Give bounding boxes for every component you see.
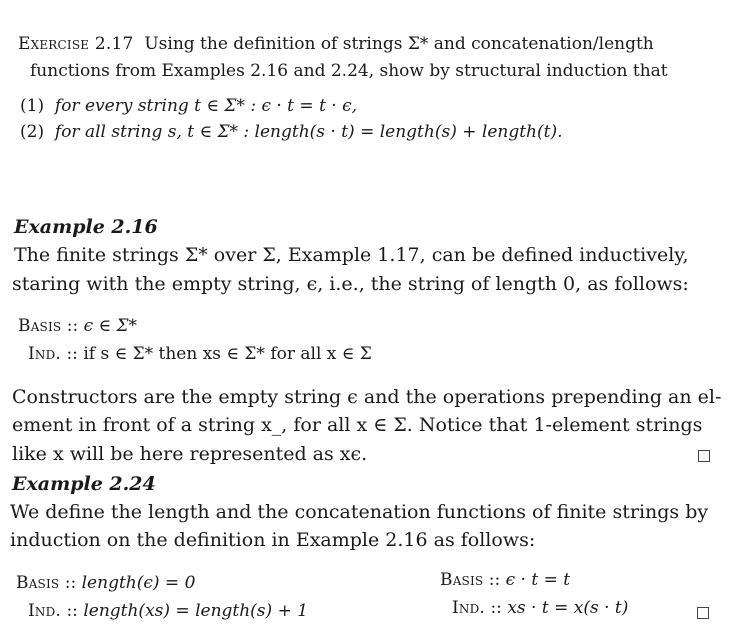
basis-label: Basis <box>16 573 60 593</box>
concat-induction-formula: xs · t = x(s · t) <box>507 598 629 618</box>
exercise-label: Exercise 2.17 <box>18 34 134 54</box>
rule-separator: :: <box>66 344 78 364</box>
example-224-para-line1: We define the length and the concatenation functions of finite strings by <box>10 501 709 523</box>
item-number: (2) <box>20 122 45 142</box>
rule-separator: :: <box>66 316 79 336</box>
rule-separator: :: <box>490 598 502 618</box>
exercise-item-2 <box>20 122 563 142</box>
item-text: for every string t ∈ Σ* : ϵ · t = t · ϵ, <box>54 96 358 116</box>
length-basis-formula: length(ϵ) = 0 <box>81 573 196 593</box>
example-216-basis-rule <box>18 316 137 336</box>
exercise-heading-line <box>18 34 654 54</box>
induction-label: Ind. <box>452 598 486 618</box>
induction-formula: if s ∈ Σ* then xs ∈ Σ* for all x ∈ Σ <box>83 344 372 364</box>
rule-separator: :: <box>64 573 77 593</box>
basis-formula: ϵ ∈ Σ* <box>83 316 138 336</box>
length-basis-rule <box>16 573 195 593</box>
example-216-para1-line1: The finite strings Σ* over Σ, Example 1.17, can be defined inductively, <box>14 244 689 266</box>
exercise-item-1 <box>20 96 357 116</box>
item-number: (1) <box>20 96 45 116</box>
example-216-para2-line2: ement in front of a string x_, for all x ∈ Σ. Notice that 1-element strings <box>12 414 703 436</box>
example-216-induction-rule <box>28 344 372 364</box>
basis-label: Basis <box>18 316 62 336</box>
basis-label: Basis <box>440 570 484 590</box>
exercise-text-line1: Using the definition of strings Σ* and concatenation/length <box>144 34 654 54</box>
concat-basis-formula: ϵ · t = t <box>505 570 571 590</box>
rule-separator: :: <box>66 601 78 621</box>
induction-label: Ind. <box>28 601 62 621</box>
qed-box-icon <box>698 447 710 466</box>
qed-box-icon <box>697 604 709 623</box>
example-216-para2-line1: Constructors are the empty string ϵ and the operations prepending an el- <box>12 386 722 408</box>
exercise-text-line2: functions from Examples 2.16 and 2.24, show by structural induction that <box>30 61 668 81</box>
induction-label: Ind. <box>28 344 62 364</box>
concat-basis-rule <box>440 570 570 590</box>
example-216-para1-line2: staring with the empty string, ϵ, i.e., the string of length 0, as follows: <box>12 273 689 295</box>
length-induction-rule <box>28 601 308 621</box>
example-224-title: Example 2.24 <box>12 473 156 495</box>
example-224-para-line2: induction on the definition in Example 2.16 as follows: <box>10 529 536 551</box>
length-induction-formula: length(xs) = length(s) + 1 <box>83 601 309 621</box>
concat-induction-rule <box>452 598 628 618</box>
rule-separator: :: <box>488 570 501 590</box>
example-216-para2-line3: like x will be here represented as xϵ. <box>12 443 368 465</box>
example-216-title: Example 2.16 <box>14 216 158 238</box>
item-text: for all string s, t ∈ Σ* : length(s · t) = length(s) + length(t). <box>54 122 563 142</box>
